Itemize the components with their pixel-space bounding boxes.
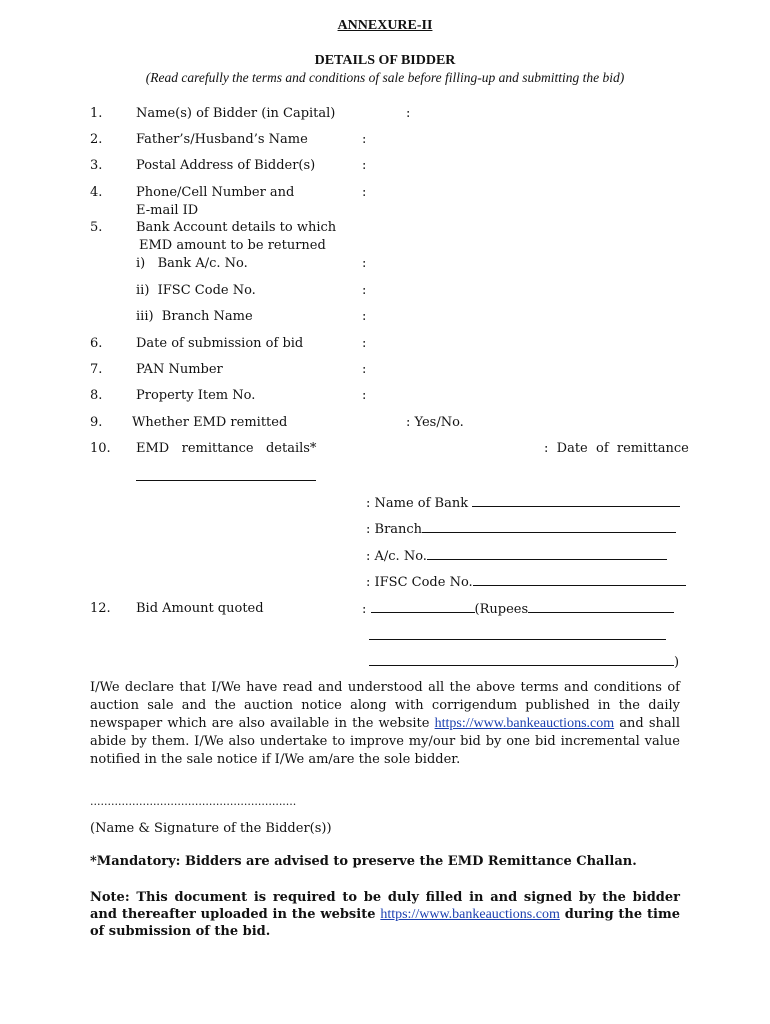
field-5-number: 5.	[90, 220, 103, 235]
field-7-colon: :	[362, 362, 367, 377]
field-2-label: Father’s/Husband’s Name	[136, 132, 308, 147]
field-8-number: 8.	[90, 388, 103, 403]
field-1-colon: :	[406, 106, 411, 121]
field-10-number: 10.	[90, 441, 111, 456]
field-5-label-line1: Bank Account details to which	[136, 220, 337, 235]
signature-dotted-line: ...........................................................	[90, 795, 297, 808]
note-paragraph	[90, 889, 680, 940]
field-10-branch-label: : Branch	[366, 522, 423, 537]
field-12-colon: :	[362, 602, 367, 617]
field-12-label: Bid Amount quoted	[136, 601, 264, 616]
field-10-label: EMD remittance details*	[136, 441, 317, 456]
field-12-rupees-blank-line	[528, 601, 674, 613]
field-5-sub-branch-colon: :	[362, 309, 367, 324]
field-6-label: Date of submission of bid	[136, 336, 304, 351]
field-5-sub-ifsc: ii) IFSC Code No.	[136, 283, 256, 298]
declaration-text-2: and shall abide by them. I/We also undertake to improve my/our bid by one bid incremental value notified in the sale notice if I/We am/are the sole bidder.	[90, 716, 680, 767]
mandatory-note: *Mandatory: Bidders are advised to preserve the EMD Remittance Challan.	[90, 854, 637, 869]
field-4-colon: :	[362, 185, 367, 200]
annexure-heading: ANNEXURE-II	[337, 18, 433, 33]
field-8-label: Property Item No.	[136, 388, 256, 403]
field-10-branch-row	[366, 521, 676, 537]
field-10-date-blank-line	[136, 468, 316, 481]
field-12-words-row-2	[369, 654, 679, 670]
field-10-ifsc-blank-line	[473, 574, 686, 586]
field-5-sub-bank-ac: i) Bank A/c. No.	[136, 256, 248, 271]
page-subtitle: (Read carefully the terms and conditions of sale before filling-up and submitting the bid)	[145, 70, 625, 85]
field-3-label: Postal Address of Bidder(s)	[136, 158, 316, 173]
field-5-sub-ifsc-colon: :	[362, 283, 367, 298]
field-3-colon: :	[362, 158, 367, 173]
field-6-colon: :	[362, 336, 367, 351]
field-12-row	[362, 601, 674, 617]
field-10-bank-blank-line	[472, 495, 680, 507]
field-9-number: 9.	[90, 415, 103, 430]
field-10-acno-label: : A/c. No.	[366, 549, 427, 564]
field-10-date-of-remittance: : Date of remittance	[544, 441, 689, 456]
field-12-close-paren: )	[674, 655, 680, 670]
field-12-words-line-1	[369, 627, 666, 640]
field-10-ifsc-label: : IFSC Code No.	[366, 575, 473, 590]
field-12-amount-blank-line	[371, 601, 475, 613]
field-12-number: 12.	[90, 601, 111, 616]
field-10-branch-blank-line	[422, 521, 676, 533]
page-title: DETAILS OF BIDDER	[314, 53, 456, 68]
field-9-value: : Yes/No.	[406, 415, 464, 430]
declaration-text-1: I/We declare that I/We have read and understood all the above terms and conditions of auction sale and the auction notice along with corrigendum published in the daily newspaper which are also available in the website	[90, 680, 680, 731]
field-4-label-line1: Phone/Cell Number and	[136, 185, 295, 200]
declaration-paragraph	[90, 679, 680, 769]
field-10-acno-blank-line	[427, 548, 667, 560]
field-4-number: 4.	[90, 185, 103, 200]
note-website-link[interactable]: https://www.bankeauctions.com	[380, 907, 560, 922]
field-2-colon: :	[362, 132, 367, 147]
field-10-ifsc-row	[366, 574, 686, 590]
field-8-colon: :	[362, 388, 367, 403]
field-5-label-line2: EMD amount to be returned	[139, 238, 326, 253]
field-1-number: 1.	[90, 106, 103, 121]
field-7-number: 7.	[90, 362, 103, 377]
field-12-rupees-label: (Rupees	[474, 602, 529, 617]
note-text-1: Note: This document is required to be duly filled in and signed by the bidder and thereafter uploaded in the website	[90, 890, 680, 922]
field-10-bank-row	[366, 495, 680, 511]
field-10-bank-label: : Name of Bank	[366, 496, 469, 511]
field-6-number: 6.	[90, 336, 103, 351]
field-12-words-line-2	[369, 654, 674, 666]
field-1-label: Name(s) of Bidder (in Capital)	[136, 106, 336, 121]
note-text-2: during the time of submission of the bid.	[90, 907, 680, 939]
signature-caption: (Name & Signature of the Bidder(s))	[90, 821, 332, 836]
declaration-website-link[interactable]: https://www.bankeauctions.com	[434, 716, 615, 731]
field-5-sub-branch: iii) Branch Name	[136, 309, 253, 324]
field-2-number: 2.	[90, 132, 103, 147]
field-7-label: PAN Number	[136, 362, 223, 377]
field-4-label-line2: E-mail ID	[136, 203, 199, 218]
field-3-number: 3.	[90, 158, 103, 173]
field-9-label: Whether EMD remitted	[132, 415, 288, 430]
field-10-acno-row	[366, 548, 667, 564]
field-5-sub-bank-ac-colon: :	[362, 256, 367, 271]
